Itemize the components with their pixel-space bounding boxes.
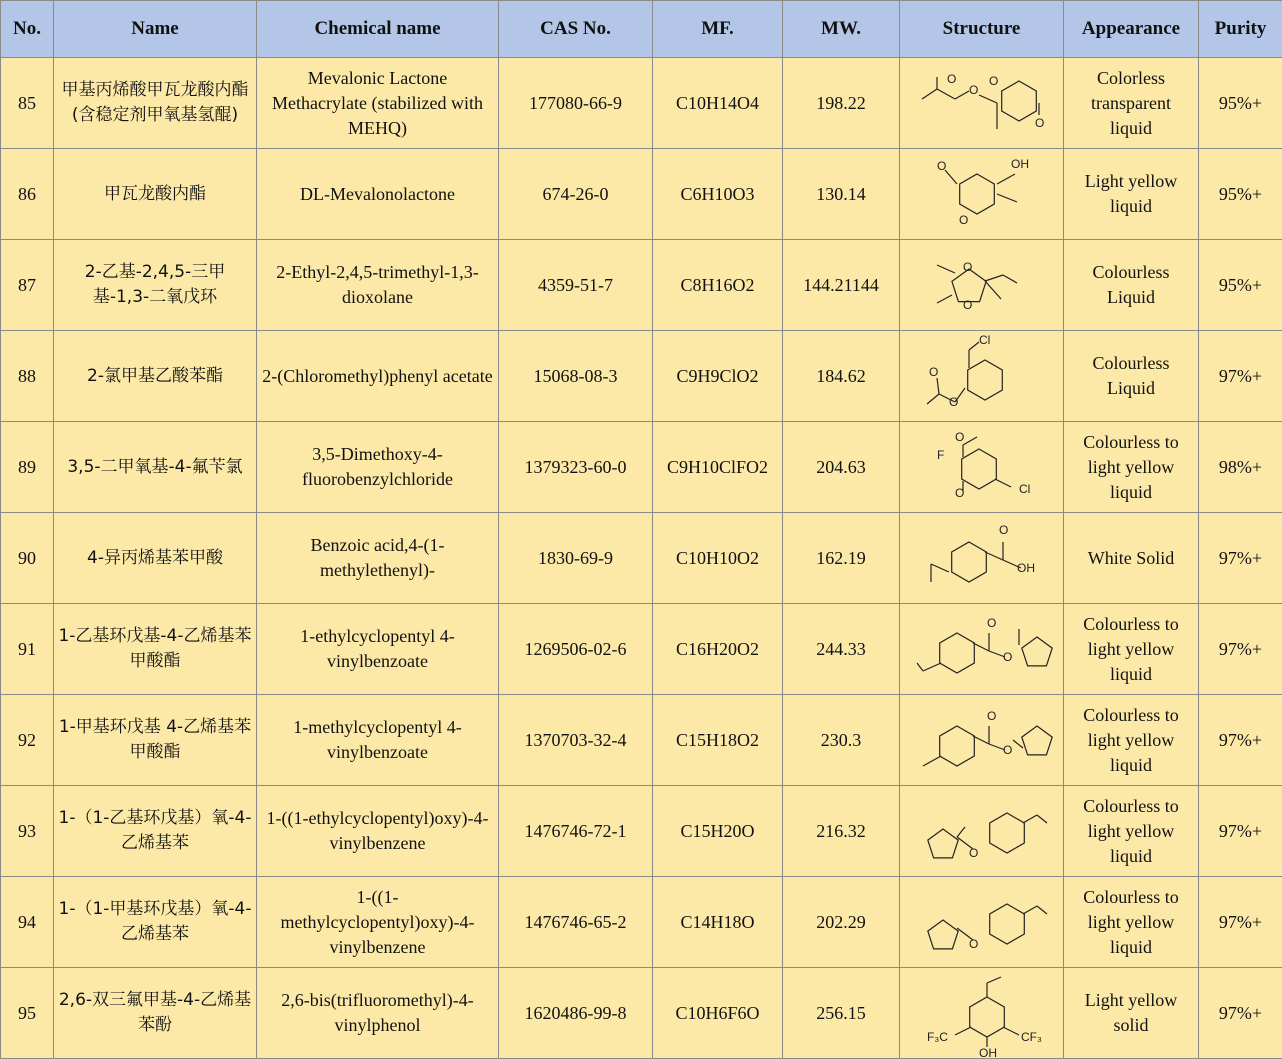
cell-cas: 1370703-32-4	[499, 695, 653, 786]
table-row	[1, 422, 1282, 513]
cell-appearance: Colourless to light yellow liquid	[1064, 695, 1199, 786]
structure-atom-label: O	[954, 430, 964, 444]
structure-atom-label: O	[968, 937, 978, 951]
cell-cas: 1476746-65-2	[499, 877, 653, 968]
cell-chemical-name: 2-Ethyl-2,4,5-trimethyl-1,3-dioxolane	[257, 240, 499, 331]
cell-chemical-name: DL-Mevalonolactone	[257, 149, 499, 240]
cell-mw: 244.33	[783, 604, 900, 695]
cell-chemical-name: 1-((1-methylcyclopentyl)oxy)-4-vinylbenzene	[257, 877, 499, 968]
cell-name: 4-异丙烯基苯甲酸	[54, 513, 257, 604]
cell-name: 2,6-双三氟甲基-4-乙烯基苯酚	[54, 968, 257, 1059]
cell-mf: C10H6F6O	[653, 968, 783, 1059]
structure-image	[907, 787, 1057, 875]
cell-name: 甲基丙烯酸甲瓦龙酸内酯(含稳定剂甲氧基氢醌)	[54, 58, 257, 149]
cell-appearance: Colourless to light yellow liquid	[1064, 786, 1199, 877]
structure-atom-label: O	[986, 616, 996, 630]
structure-atom-label: O	[962, 260, 972, 274]
table-row	[1, 513, 1282, 604]
header-row	[1, 1, 1282, 58]
structure-atom-label: O	[962, 298, 972, 312]
cell-purity: 95%+	[1199, 58, 1282, 149]
structure-image	[907, 332, 1057, 420]
cell-structure	[900, 604, 1064, 695]
cell-chemical-name: 2-(Chloromethyl)phenyl acetate	[257, 331, 499, 422]
table-row	[1, 604, 1282, 695]
structure-atom-label: Cl	[1018, 482, 1030, 496]
structure-atom-label: O	[954, 486, 964, 500]
cell-purity: 97%+	[1199, 513, 1282, 604]
cell-purity: 97%+	[1199, 877, 1282, 968]
cell-structure	[900, 331, 1064, 422]
cell-mf: C15H20O	[653, 786, 783, 877]
structure-atom-label: O	[1034, 116, 1044, 130]
cell-appearance: Light yellow liquid	[1064, 149, 1199, 240]
cell-name: 2-乙基-2,4,5-三甲基-1,3-二氧戊环	[54, 240, 257, 331]
structure-image	[907, 423, 1057, 511]
cell-purity: 97%+	[1199, 331, 1282, 422]
table-row	[1, 968, 1282, 1059]
cell-mw: 162.19	[783, 513, 900, 604]
structure-image	[907, 696, 1057, 784]
cell-mf: C9H10ClFO2	[653, 422, 783, 513]
cell-no: 91	[1, 604, 54, 695]
cell-no: 95	[1, 968, 54, 1059]
cell-chemical-name: 1-methylcyclopentyl 4-vinylbenzoate	[257, 695, 499, 786]
cell-mw: 256.15	[783, 968, 900, 1059]
cell-mf: C16H20O2	[653, 604, 783, 695]
cell-no: 85	[1, 58, 54, 149]
cell-mf: C6H10O3	[653, 149, 783, 240]
cell-mw: 130.14	[783, 149, 900, 240]
structure-image	[907, 605, 1057, 693]
cell-mf: C10H14O4	[653, 58, 783, 149]
cell-structure	[900, 695, 1064, 786]
cell-cas: 1476746-72-1	[499, 786, 653, 877]
cell-mw: 184.62	[783, 331, 900, 422]
cell-name: 1-乙基环戊基-4-乙烯基苯甲酸酯	[54, 604, 257, 695]
cell-appearance: White Solid	[1064, 513, 1199, 604]
structure-image	[907, 150, 1057, 238]
structure-image	[907, 878, 1057, 966]
cell-cas: 15068-08-3	[499, 331, 653, 422]
structure-atom-label: O	[958, 213, 968, 227]
structure-atom-label: O	[998, 523, 1008, 537]
cell-no: 92	[1, 695, 54, 786]
header-purity: Purity	[1199, 1, 1282, 58]
structure-atom-label: F	[936, 448, 944, 462]
cell-name: 1-（1-乙基环戊基）氧-4-乙烯基苯	[54, 786, 257, 877]
structure-atom-label: Cl	[978, 333, 990, 347]
structure-atom-label: F₃C	[926, 1030, 948, 1044]
cell-mw: 198.22	[783, 58, 900, 149]
cell-purity: 97%+	[1199, 695, 1282, 786]
structure-atom-label: O	[968, 846, 978, 860]
structure-image	[907, 514, 1057, 602]
cell-chemical-name: 3,5-Dimethoxy-4-fluorobenzylchloride	[257, 422, 499, 513]
cell-no: 86	[1, 149, 54, 240]
cell-structure	[900, 786, 1064, 877]
cell-no: 90	[1, 513, 54, 604]
structure-atom-label: O	[948, 395, 958, 409]
table-row	[1, 695, 1282, 786]
cell-appearance: Colorless transparent liquid	[1064, 58, 1199, 149]
cell-cas: 4359-51-7	[499, 240, 653, 331]
cell-mw: 204.63	[783, 422, 900, 513]
structure-atom-label: O	[1002, 743, 1012, 757]
cell-structure	[900, 968, 1064, 1059]
structure-atom-label: OH	[1010, 157, 1029, 171]
cell-mw: 216.32	[783, 786, 900, 877]
cell-mw: 230.3	[783, 695, 900, 786]
structure-image	[907, 969, 1057, 1057]
table-row	[1, 331, 1282, 422]
cell-no: 93	[1, 786, 54, 877]
cell-chemical-name: Benzoic acid,4-(1-methylethenyl)-	[257, 513, 499, 604]
structure-atom-label: O	[968, 83, 978, 97]
cell-no: 89	[1, 422, 54, 513]
header-appearance: Appearance	[1064, 1, 1199, 58]
table-row	[1, 58, 1282, 149]
header-mf: MF.	[653, 1, 783, 58]
cell-mf: C14H18O	[653, 877, 783, 968]
structure-image	[907, 241, 1057, 329]
cell-no: 87	[1, 240, 54, 331]
cell-name: 甲瓦龙酸内酯	[54, 149, 257, 240]
cell-cas: 1379323-60-0	[499, 422, 653, 513]
cell-cas: 1269506-02-6	[499, 604, 653, 695]
cell-appearance: Colourless Liquid	[1064, 331, 1199, 422]
cell-mw: 144.21144	[783, 240, 900, 331]
cell-appearance: Colourless Liquid	[1064, 240, 1199, 331]
cell-structure	[900, 422, 1064, 513]
cell-structure	[900, 513, 1064, 604]
cell-mw: 202.29	[783, 877, 900, 968]
header-mw: MW.	[783, 1, 900, 58]
table-row	[1, 786, 1282, 877]
cell-no: 94	[1, 877, 54, 968]
structure-atom-label: O	[936, 159, 946, 173]
structure-atom-label: O	[946, 72, 956, 86]
cell-cas: 674-26-0	[499, 149, 653, 240]
cell-appearance: Colourless to light yellow liquid	[1064, 877, 1199, 968]
cell-chemical-name: 2,6-bis(trifluoromethyl)-4-vinylphenol	[257, 968, 499, 1059]
header-chemical-name: Chemical name	[257, 1, 499, 58]
cell-chemical-name: Mevalonic Lactone Methacrylate (stabilized with MEHQ)	[257, 58, 499, 149]
cell-chemical-name: 1-ethylcyclopentyl 4-vinylbenzoate	[257, 604, 499, 695]
cell-purity: 97%+	[1199, 968, 1282, 1059]
cell-structure	[900, 240, 1064, 331]
cell-cas: 1830-69-9	[499, 513, 653, 604]
cell-chemical-name: 1-((1-ethylcyclopentyl)oxy)-4-vinylbenzene	[257, 786, 499, 877]
cell-name: 1-（1-甲基环戊基）氧-4-乙烯基苯	[54, 877, 257, 968]
cell-purity: 97%+	[1199, 604, 1282, 695]
cell-structure	[900, 149, 1064, 240]
cell-purity: 97%+	[1199, 786, 1282, 877]
cell-mf: C8H16O2	[653, 240, 783, 331]
cell-mf: C10H10O2	[653, 513, 783, 604]
header-structure: Structure	[900, 1, 1064, 58]
structure-atom-label: O	[986, 709, 996, 723]
structure-atom-label: CF₃	[1020, 1030, 1042, 1044]
cell-purity: 95%+	[1199, 149, 1282, 240]
cell-name: 2-氯甲基乙酸苯酯	[54, 331, 257, 422]
cell-no: 88	[1, 331, 54, 422]
cell-appearance: Colourless to light yellow liquid	[1064, 422, 1199, 513]
cell-structure	[900, 58, 1064, 149]
cell-name: 3,5-二甲氧基-4-氟苄氯	[54, 422, 257, 513]
cell-cas: 177080-66-9	[499, 58, 653, 149]
cell-mf: C9H9ClO2	[653, 331, 783, 422]
structure-atom-label: O	[988, 74, 998, 88]
header-no: No.	[1, 1, 54, 58]
table-row	[1, 877, 1282, 968]
cell-cas: 1620486-99-8	[499, 968, 653, 1059]
cell-appearance: Colourless to light yellow liquid	[1064, 604, 1199, 695]
structure-atom-label: O	[1002, 650, 1012, 664]
cell-name: 1-甲基环戊基 4-乙烯基苯甲酸酯	[54, 695, 257, 786]
cell-purity: 98%+	[1199, 422, 1282, 513]
cell-mf: C15H18O2	[653, 695, 783, 786]
header-cas: CAS No.	[499, 1, 653, 58]
header-name: Name	[54, 1, 257, 58]
table-row	[1, 240, 1282, 331]
structure-atom-label: OH	[978, 1046, 997, 1057]
cell-appearance: Light yellow solid	[1064, 968, 1199, 1059]
cell-purity: 95%+	[1199, 240, 1282, 331]
cell-structure	[900, 877, 1064, 968]
table-row	[1, 149, 1282, 240]
structure-atom-label: O	[928, 365, 938, 379]
structure-image	[907, 59, 1057, 147]
structure-atom-label: OH	[1016, 561, 1035, 575]
